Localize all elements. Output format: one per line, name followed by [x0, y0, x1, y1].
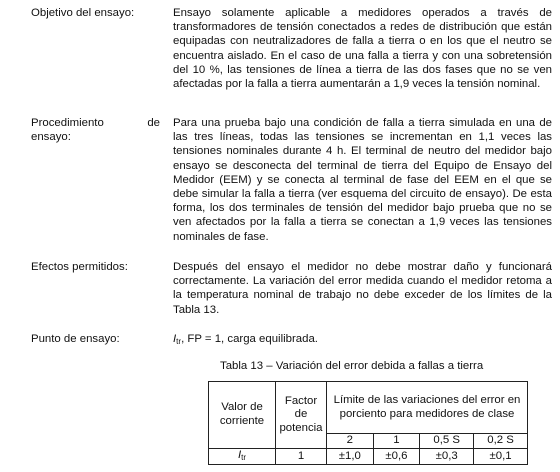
error-table — [208, 381, 528, 465]
class-header: 1 — [373, 434, 420, 449]
current-subscript: tr — [176, 337, 182, 346]
cell-valor — [209, 448, 276, 465]
current-symbol: I — [237, 448, 242, 461]
class-header: 2 — [327, 434, 374, 449]
cell-value: ±0,6 — [373, 448, 420, 465]
cell-factor: 1 — [276, 448, 327, 465]
class-header: 0,2 S — [474, 434, 528, 449]
section-label: Objetivo del ensayo: — [31, 7, 135, 19]
section-text-rest: , FP = 1, carga equilibrada. — [181, 333, 318, 345]
current-subscript: tr — [241, 452, 247, 462]
class-header: 0,5 S — [420, 434, 474, 449]
header-valor: Valor de corriente — [209, 382, 276, 449]
header-limite: Límite de las variaciones del error en porciento para medidores de clase — [327, 382, 528, 434]
cell-value: ±0,1 — [474, 448, 528, 465]
current-symbol: I — [173, 333, 177, 345]
cell-value: ±0,3 — [420, 448, 474, 465]
section-text: Ensayo solamente aplicable a medidores operados a través de transformadores de tensión conectados a redes de distribución que están equipadas con neutralizadores de falla a tierra o en los que el neutro se encuentra aislado. En el caso de una falla a tierra y con una sobretensión del 10 %, las tensiones de línea a tierra de las dos fases que no se ven afectadas por la falla a tierra aumentarán a 1,9 veces la tensión nominal. — [173, 7, 552, 91]
section-label: Efectos permitidos: — [31, 261, 128, 273]
section-text — [173, 332, 552, 349]
section-label: Procedimiento de ensayo: — [31, 117, 160, 144]
table-caption: Tabla 13 – Variación del error debida a fallas a tierra — [220, 360, 484, 372]
table-row — [209, 448, 528, 465]
section-text: Para una prueba bajo una condición de falla a tierra simulada en una de las tres líneas, todas las tensiones se incrementan en 1,1 veces las tensiones nominales durante 4 h. El terminal de neutro del medidor bajo ensayo se desconecta del terminal de tierra del Equipo de Ensayo del Medidor (EEM) y se conecta al terminal de fase del EEM en el que se debe simular la falla a tierra (ver esquema del circuito de ensayo). De esta forma, los dos terminales de tensión del medidor bajo prueba que no se ven afectados por la falla a tierra se conectan a 1,9 veces las tensiones nominales de fase. — [173, 117, 552, 243]
cell-value: ±1,0 — [327, 448, 374, 465]
header-factor: Factor de potencia — [276, 382, 327, 449]
section-label: Punto de ensayo: — [31, 333, 120, 345]
section-text: Después del ensayo el medidor no debe mostrar daño y funcionará correctamente. La variación del error medida cuando el medidor retoma a la temperatura nominal de trabajo no debe exceder de los límites de la Tabla 13. — [173, 261, 552, 316]
